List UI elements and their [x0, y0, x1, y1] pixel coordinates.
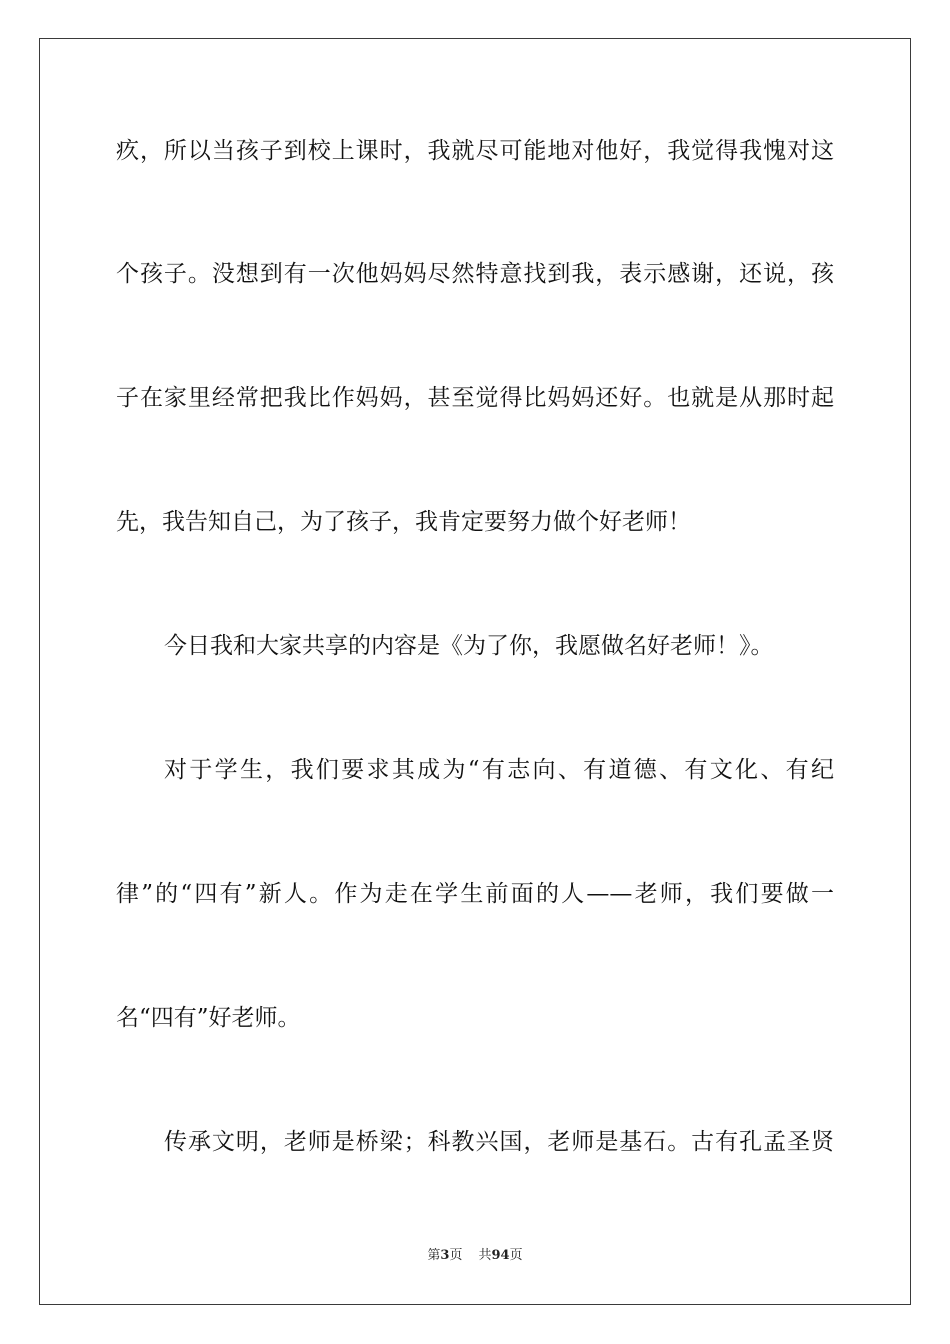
text-line-2: 个孩子。没想到有一次他妈妈尽然特意找到我，表示感谢，还说，孩 [116, 261, 834, 287]
page-footer [0, 1247, 950, 1265]
total-prefix: 共 [478, 1248, 492, 1263]
text-line-7: 律”的“四有”新人。作为走在学生前面的人——老师，我们要做一 [116, 881, 834, 907]
text-line-3: 子在家里经常把我比作妈妈，甚至觉得比妈妈还好。也就是从那时起 [116, 385, 834, 411]
total-pages: 94 [491, 1248, 510, 1263]
text-line-9: 传承文明，老师是桥梁；科教兴国，老师是基石。古有孔孟圣贤 [164, 1129, 834, 1155]
page-frame [39, 38, 911, 1305]
page-number: 3 [440, 1248, 450, 1263]
page-suffix: 页 [449, 1248, 463, 1263]
text-line-6: 对于学生，我们要求其成为“有志向、有道德、有文化、有纪 [164, 757, 834, 783]
text-line-8: 名“四有”好老师。 [116, 1005, 301, 1031]
total-suffix: 页 [509, 1248, 523, 1263]
text-line-4: 先，我告知自己，为了孩子，我肯定要努力做个好老师！ [116, 509, 691, 535]
text-line-5: 今日我和大家共享的内容是《为了你，我愿做名好老师！》。 [164, 633, 774, 659]
page-prefix: 第 [427, 1248, 441, 1263]
text-line-1: 疚，所以当孩子到校上课时，我就尽可能地对他好，我觉得我愧对这 [116, 138, 834, 164]
